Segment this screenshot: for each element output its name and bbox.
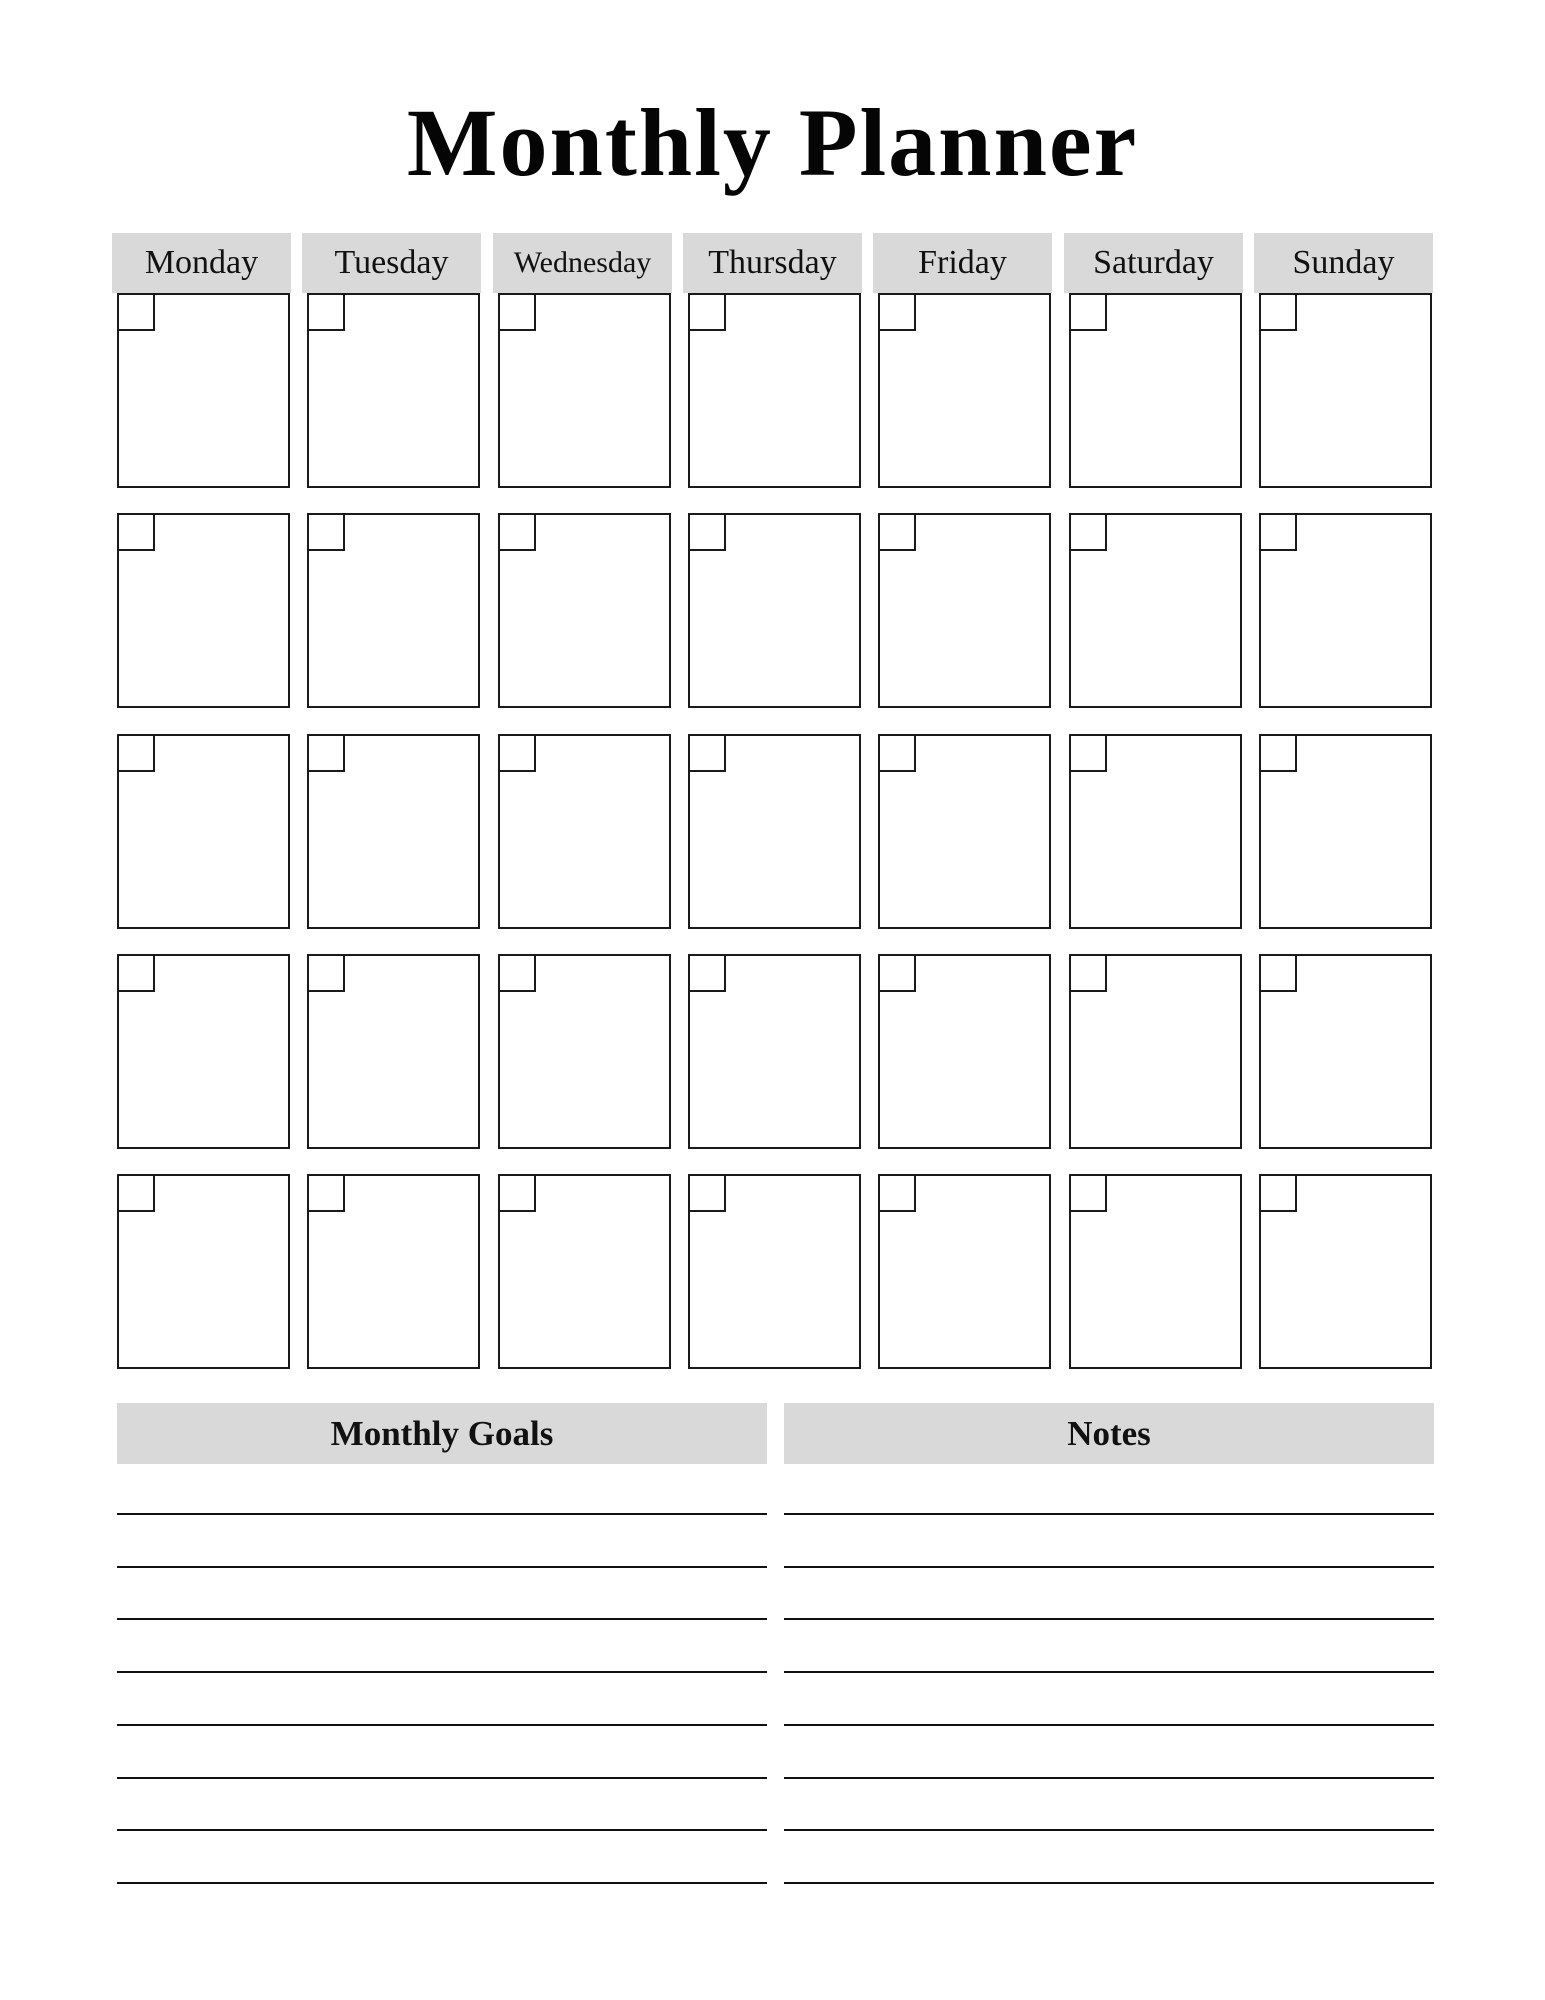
day-cell[interactable] — [878, 734, 1051, 929]
day-cell[interactable] — [1069, 513, 1242, 708]
date-number-box[interactable] — [1259, 954, 1297, 992]
date-number-box[interactable] — [498, 293, 536, 331]
monthly-goals-header: Monthly Goals — [117, 1403, 767, 1464]
day-cell[interactable] — [878, 513, 1051, 708]
date-number-box[interactable] — [1259, 1174, 1297, 1212]
day-header-monday: Monday — [112, 233, 291, 293]
day-cell[interactable] — [688, 513, 861, 708]
date-number-box[interactable] — [498, 954, 536, 992]
day-cell[interactable] — [688, 954, 861, 1149]
date-number-box[interactable] — [1069, 1174, 1107, 1212]
date-number-box[interactable] — [498, 513, 536, 551]
day-cell[interactable] — [307, 293, 480, 488]
note-writing-line[interactable] — [784, 1671, 1434, 1673]
date-number-box[interactable] — [1259, 734, 1297, 772]
day-cell[interactable] — [498, 513, 671, 708]
day-cell[interactable] — [1259, 734, 1432, 929]
date-number-box[interactable] — [307, 513, 345, 551]
date-number-box[interactable] — [117, 293, 155, 331]
date-number-box[interactable] — [117, 513, 155, 551]
date-number-box[interactable] — [878, 1174, 916, 1212]
day-header-sunday: Sunday — [1254, 233, 1433, 293]
day-cell[interactable] — [117, 513, 290, 708]
date-number-box[interactable] — [688, 954, 726, 992]
note-writing-line[interactable] — [784, 1724, 1434, 1726]
date-number-box[interactable] — [117, 1174, 155, 1212]
day-cell[interactable] — [1069, 954, 1242, 1149]
day-cell[interactable] — [1259, 293, 1432, 488]
date-number-box[interactable] — [878, 293, 916, 331]
day-cell[interactable] — [878, 293, 1051, 488]
date-number-box[interactable] — [1069, 293, 1107, 331]
date-number-box[interactable] — [307, 954, 345, 992]
date-number-box[interactable] — [1259, 513, 1297, 551]
date-number-box[interactable] — [307, 734, 345, 772]
date-number-box[interactable] — [117, 954, 155, 992]
goal-writing-line[interactable] — [117, 1618, 767, 1620]
date-number-box[interactable] — [307, 1174, 345, 1212]
date-number-box[interactable] — [688, 1174, 726, 1212]
day-cell[interactable] — [688, 1174, 861, 1369]
date-number-box[interactable] — [1259, 293, 1297, 331]
day-cell[interactable] — [117, 1174, 290, 1369]
day-cell[interactable] — [688, 293, 861, 488]
date-number-box[interactable] — [688, 513, 726, 551]
day-cell[interactable] — [307, 1174, 480, 1369]
goal-writing-line[interactable] — [117, 1671, 767, 1673]
page-title: Monthly Planner — [406, 89, 1139, 196]
note-writing-line[interactable] — [784, 1882, 1434, 1884]
day-cell[interactable] — [1259, 954, 1432, 1149]
date-number-box[interactable] — [1069, 954, 1107, 992]
date-number-box[interactable] — [498, 734, 536, 772]
day-cell[interactable] — [878, 954, 1051, 1149]
date-number-box[interactable] — [498, 1174, 536, 1212]
day-cell[interactable] — [117, 734, 290, 929]
note-writing-line[interactable] — [784, 1513, 1434, 1515]
day-cell[interactable] — [498, 954, 671, 1149]
day-cell[interactable] — [307, 734, 480, 929]
day-cell[interactable] — [688, 734, 861, 929]
date-number-box[interactable] — [878, 513, 916, 551]
goal-writing-line[interactable] — [117, 1777, 767, 1779]
day-header-wednesday: Wednesday — [493, 233, 672, 293]
note-writing-line[interactable] — [784, 1829, 1434, 1831]
day-cell[interactable] — [1259, 1174, 1432, 1369]
day-cell[interactable] — [1069, 1174, 1242, 1369]
date-number-box[interactable] — [688, 734, 726, 772]
date-number-box[interactable] — [307, 293, 345, 331]
note-writing-line[interactable] — [784, 1618, 1434, 1620]
day-cell[interactable] — [307, 513, 480, 708]
note-writing-line[interactable] — [784, 1777, 1434, 1779]
day-cell[interactable] — [1259, 513, 1432, 708]
date-number-box[interactable] — [117, 734, 155, 772]
day-cell[interactable] — [1069, 734, 1242, 929]
day-header-saturday: Saturday — [1064, 233, 1243, 293]
date-number-box[interactable] — [688, 293, 726, 331]
date-number-box[interactable] — [878, 734, 916, 772]
day-cell[interactable] — [1069, 293, 1242, 488]
day-cell[interactable] — [117, 954, 290, 1149]
date-number-box[interactable] — [1069, 734, 1107, 772]
goal-writing-line[interactable] — [117, 1829, 767, 1831]
day-header-thursday: Thursday — [683, 233, 862, 293]
day-header-tuesday: Tuesday — [302, 233, 481, 293]
day-cell[interactable] — [307, 954, 480, 1149]
goal-writing-line[interactable] — [117, 1882, 767, 1884]
goal-writing-line[interactable] — [117, 1566, 767, 1568]
day-cell[interactable] — [498, 1174, 671, 1369]
day-cell[interactable] — [498, 293, 671, 488]
day-cell[interactable] — [117, 293, 290, 488]
note-writing-line[interactable] — [784, 1566, 1434, 1568]
goal-writing-line[interactable] — [117, 1724, 767, 1726]
day-cell[interactable] — [498, 734, 671, 929]
day-cell[interactable] — [878, 1174, 1051, 1369]
notes-header: Notes — [784, 1403, 1434, 1464]
day-header-friday: Friday — [873, 233, 1052, 293]
date-number-box[interactable] — [878, 954, 916, 992]
date-number-box[interactable] — [1069, 513, 1107, 551]
goal-writing-line[interactable] — [117, 1513, 767, 1515]
